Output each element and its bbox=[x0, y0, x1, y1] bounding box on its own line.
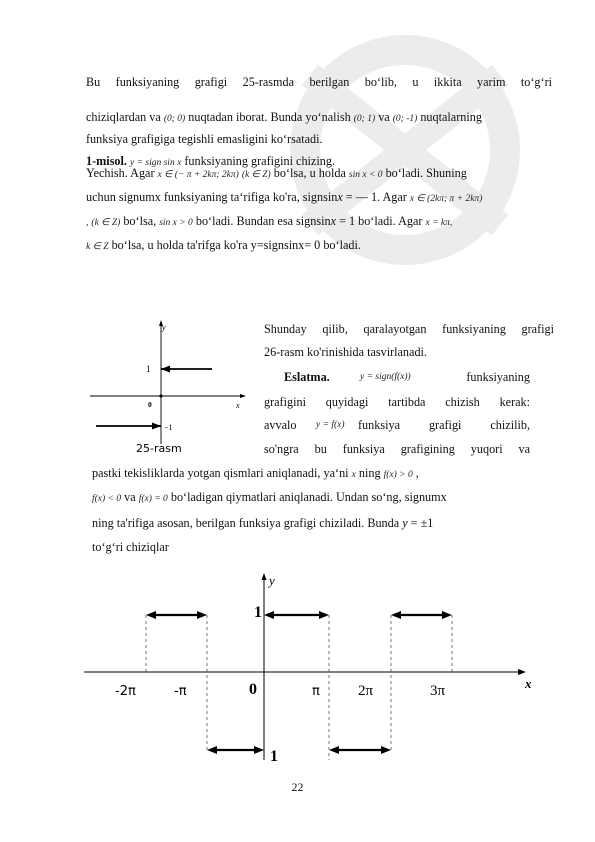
tick-one-label: 1 bbox=[254, 604, 262, 621]
y-axis-arrow bbox=[262, 573, 267, 580]
origin-label: 0 bbox=[249, 681, 257, 698]
figure-25-graph bbox=[84, 316, 254, 456]
y-axis-label: y bbox=[162, 323, 166, 332]
text-fragment: funksiya grafigiga tegishli emasligini ko‘rsatadi. bbox=[86, 132, 323, 146]
text-fragment: bo‘ladigan qiymatlari aniqlanadi. Undan so‘ng, signumx bbox=[170, 490, 447, 504]
paragraph-line bbox=[92, 490, 447, 507]
text-fragment: avvalo bbox=[264, 418, 297, 432]
word: u bbox=[412, 75, 419, 89]
word: funksiya bbox=[342, 442, 385, 456]
word: grafigi bbox=[194, 75, 228, 89]
word: tartibda bbox=[388, 395, 426, 409]
x-axis-label: x bbox=[236, 401, 240, 410]
variable: x bbox=[337, 190, 343, 204]
paragraph-line bbox=[86, 132, 323, 147]
paragraph-line bbox=[92, 540, 169, 555]
text-fragment: bo‘lsa, u holda bbox=[273, 166, 346, 180]
comma: , bbox=[86, 218, 89, 228]
x-axis-label: x bbox=[525, 676, 532, 691]
segment-lower bbox=[329, 746, 391, 754]
x-axis-arrow bbox=[240, 394, 246, 398]
paragraph-line bbox=[86, 214, 452, 231]
formula: (k ∈ Z) bbox=[241, 170, 271, 180]
word: Shunday bbox=[264, 322, 307, 336]
segment-upper bbox=[146, 611, 207, 619]
paragraph-line bbox=[86, 75, 552, 90]
formula: f(x) < 0 bbox=[92, 494, 122, 504]
tick-label-3pi: 3π bbox=[430, 683, 446, 699]
paragraph-line bbox=[86, 190, 482, 207]
paragraph-line bbox=[92, 466, 419, 483]
text-fragment: bo‘ladi. Bundan esa signsin bbox=[195, 214, 331, 228]
segment-lower bbox=[207, 746, 264, 754]
formula: x bbox=[351, 470, 356, 480]
text-fragment: = 1 bo‘ladi. Agar bbox=[339, 214, 423, 228]
negative-ray-arrow bbox=[152, 423, 161, 430]
formula: y = sign sin x bbox=[130, 158, 182, 168]
text-fragment: uchun signumx funksiyaning ta‘rifiga ko'ra, signsin bbox=[86, 190, 338, 204]
text-fragment: va bbox=[124, 490, 136, 504]
text-fragment: va bbox=[378, 110, 390, 124]
paragraph-line bbox=[86, 238, 361, 255]
x-axis-arrow bbox=[518, 669, 526, 675]
word: berilgan bbox=[309, 75, 350, 89]
paragraph-line bbox=[264, 442, 530, 457]
segment-upper bbox=[391, 611, 452, 619]
word: Bu bbox=[86, 75, 101, 89]
paragraph-line bbox=[264, 395, 530, 410]
tick-minus-one-label: −1 bbox=[164, 423, 173, 432]
paragraph-line bbox=[264, 322, 554, 337]
formula: (0; 1) bbox=[353, 114, 376, 124]
word: chizish bbox=[445, 395, 480, 409]
y-axis-label: y bbox=[269, 573, 275, 588]
word: funksiyaning bbox=[442, 322, 506, 336]
figure-26-graph bbox=[84, 565, 554, 765]
word: bo‘lib, bbox=[364, 75, 397, 89]
word: yarim bbox=[477, 75, 506, 89]
figure-caption: 25-rasm bbox=[136, 442, 182, 455]
word: grafigining bbox=[400, 442, 455, 456]
word: yuqori bbox=[470, 442, 503, 456]
formula: x = kπ, bbox=[425, 218, 453, 228]
text-fragment: Yechish. Agar bbox=[86, 166, 155, 180]
word: grafigi bbox=[521, 322, 555, 336]
text-fragment: pastki tekisliklarda yotgan qismlari aniqlanadi, ya‘ni bbox=[92, 466, 349, 480]
note-label: Eslatma. bbox=[284, 370, 330, 384]
formula: y = f(x) bbox=[316, 420, 345, 430]
text-fragment: bo‘ladi. Shuning bbox=[385, 166, 467, 180]
positive-ray-arrow bbox=[161, 366, 170, 373]
formula: (k ∈ Z) bbox=[91, 218, 121, 228]
text-fragment: funksiyaning bbox=[466, 370, 530, 384]
word: qaralayotgan bbox=[363, 322, 427, 336]
word: so'ngra bbox=[264, 442, 299, 456]
tick-one-label: 1 bbox=[146, 364, 151, 374]
word: quyidagi bbox=[325, 395, 369, 409]
word: bu bbox=[314, 442, 327, 456]
formula: x ∈ (2kπ; π + 2kπ) bbox=[409, 194, 483, 204]
paragraph-line bbox=[86, 110, 482, 127]
tick-label-minus-pi: -π bbox=[174, 684, 187, 699]
word: va bbox=[518, 442, 531, 456]
formula: sin x < 0 bbox=[348, 170, 383, 180]
formula: sin x > 0 bbox=[159, 218, 193, 228]
word: ikkita bbox=[433, 75, 462, 89]
text-fragment: = — 1. Agar bbox=[345, 190, 407, 204]
text-fragment: chiziqlardan va bbox=[86, 110, 161, 124]
word: grafigi bbox=[428, 418, 462, 432]
text-fragment: nuqtadan iborat. Bunda yo‘nalish bbox=[188, 110, 351, 124]
word: chizilib, bbox=[490, 418, 530, 432]
variable: y bbox=[402, 516, 408, 530]
text-fragment: , bbox=[415, 466, 419, 480]
formula: (0; -1) bbox=[392, 114, 418, 124]
word: kerak: bbox=[499, 395, 531, 409]
tick-label-pi: π bbox=[312, 684, 320, 699]
word: funksiyaning bbox=[115, 75, 180, 89]
paragraph-line bbox=[264, 345, 427, 360]
formula: y = sign(f(x)) bbox=[360, 372, 411, 382]
text-fragment: nuqtalarning bbox=[420, 110, 482, 124]
text-fragment: 26-rasm ko'rinishida tasvirlanadi. bbox=[264, 345, 427, 359]
page-number: 22 bbox=[291, 780, 304, 794]
tick-label-minus-2pi: -2π bbox=[115, 684, 136, 699]
word: grafigini bbox=[264, 395, 306, 409]
text-fragment: ning ta'rifiga asosan, berilgan funksiya grafigi chiziladi. Bunda bbox=[92, 516, 400, 530]
origin-point bbox=[159, 394, 162, 397]
formula: x ∈ (− π + 2kπ; 2kπ) bbox=[157, 170, 239, 180]
text-fragment: funksiyaning grafigini chizing. bbox=[184, 154, 335, 168]
word: qilib, bbox=[322, 322, 348, 336]
text-fragment: ning bbox=[358, 466, 381, 480]
tick-minus-one-label: 1 bbox=[270, 748, 278, 765]
segment-upper bbox=[264, 611, 329, 619]
text-fragment: bo‘lsa, u holda ta'rifga ko'ra y=signsinx= 0 bo‘ladi. bbox=[111, 238, 361, 252]
word: 25-rasmda bbox=[242, 75, 295, 89]
text-fragment: = ±1 bbox=[410, 516, 434, 530]
word: to‘g‘ri bbox=[520, 75, 553, 89]
formula: k ∈ Z bbox=[86, 242, 109, 252]
text-fragment bbox=[358, 418, 530, 433]
example-label: 1-misol. bbox=[86, 154, 127, 168]
tick-label-2pi: 2π bbox=[358, 683, 374, 699]
paragraph-line bbox=[86, 166, 467, 183]
origin-label: 0 bbox=[148, 400, 152, 409]
text-fragment: to‘g‘ri chiziqlar bbox=[92, 540, 169, 554]
text-fragment: bo‘lsa, bbox=[123, 214, 157, 228]
word: funksiya bbox=[358, 418, 400, 432]
formula: f(x) > 0 bbox=[383, 470, 413, 480]
formula: f(x) = 0 bbox=[138, 494, 168, 504]
paragraph-line bbox=[92, 516, 433, 531]
formula: (0; 0) bbox=[163, 114, 186, 124]
variable: x bbox=[330, 214, 337, 228]
